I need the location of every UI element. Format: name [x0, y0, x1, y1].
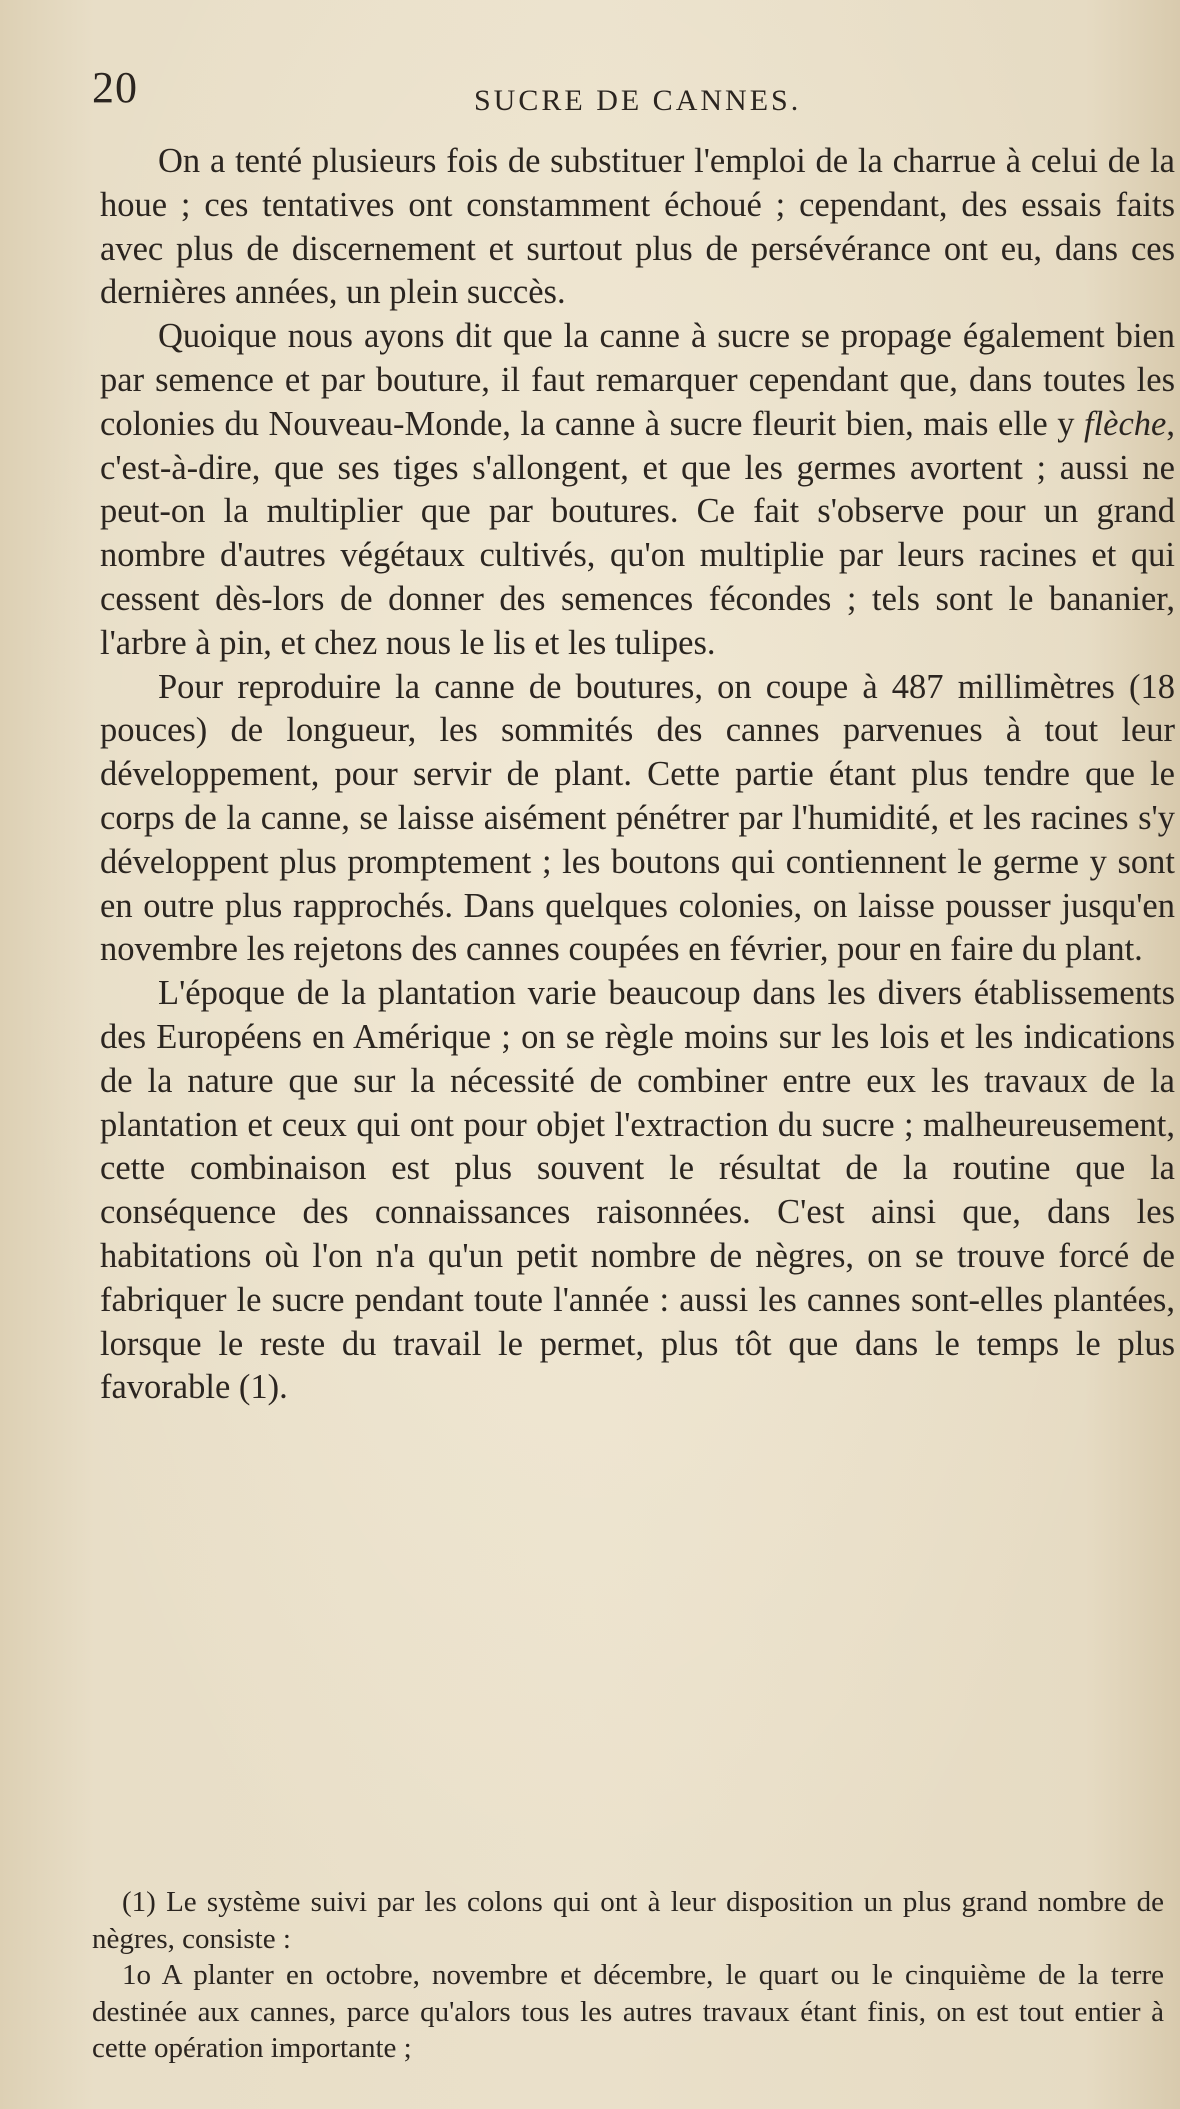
- paragraph-4: L'époque de la plantation varie beaucoup dans les divers établissements des Européens en Amérique ; on se règle moins sur les lois et les indications de la nature que sur la nécessité de combiner entre eux les travaux de la plantation et ceux qui ont pour objet l'extraction du sucre ; malheureusement, cette combinaison est plus souvent le résultat de la routine que la conséquence des connaissances raisonnées. C'est ainsi que, dans les habitations où l'on n'a qu'un petit nombre de nègres, on se trouve forcé de fabriquer le sucre pendant toute l'année : aussi les cannes sont-elles plantées, lorsque le reste du travail le permet, plus tôt que dans le temps le plus favorable (1).: [100, 974, 1175, 1407]
- footnote-2: 1o A planter en octobre, novembre et décembre, le quart ou le cinquième de la terre destinée aux cannes, parce qu'alors tous les autres travaux étant finis, on est tout entier à cette opération importante ;: [92, 1959, 1164, 2064]
- paragraph-2: [100, 315, 1175, 665]
- paragraph-1: On a tenté plusieurs fois de substituer l'emploi de la charrue à celui de la houe ; ces tentatives ont constamment échoué ; cependant, des essais faits avec plus de discernement et surtout plus de persévérance ont eu, dans ces dernières années, un plein succès.: [100, 142, 1175, 312]
- running-title: SUCRE DE CANNES.: [474, 84, 802, 117]
- main-text: [100, 140, 1175, 1410]
- page-header: [92, 62, 1152, 122]
- footnotes: [92, 1884, 1164, 2067]
- page-number: 20: [92, 63, 138, 112]
- paragraph-3: Pour reproduire la canne de boutures, on coupe à 487 millimètres (18 pouces) de longueur, les sommités des cannes parvenues à tout leur développement, pour servir de plant. Cette partie étant plus tendre que le corps de la canne, se laisse aisément pénétrer par l'humidité, et les racines s'y développent plus promptement ; les boutons qui contiennent le germe y sont en outre plus rapprochés. Dans quelques colonies, on laisse pousser jusqu'en novembre les rejetons des cannes coupées en février, pour en faire du plant.: [100, 667, 1175, 969]
- footnote-1: (1) Le système suivi par les colons qui ont à leur disposition un plus grand nombre de nègres, consiste :: [92, 1886, 1164, 1955]
- paragraph-2-text-end: , c'est-à-dire, que ses tiges s'allongent, et que les germes avortent ; aussi ne peut-on la multiplier que par boutures. Ce fait s'observe pour un grand nombre d'autres végétaux cultivés, qu'on multiplie par leurs racines et qui cessent dès-lors de donner des semences fécondes ; tels sont le bananier, l'arbre à pin, et chez nous le lis et les tulipes.: [100, 404, 1175, 662]
- paragraph-2-text-start: Quoique nous ayons dit que la canne à sucre se propage également bien par semence et par bouture, il faut remarquer cependant que, dans toutes les colonies du Nouveau-Monde, la canne à sucre fleurit bien, mais elle y: [100, 317, 1175, 443]
- italic-term: flèche: [1084, 404, 1167, 443]
